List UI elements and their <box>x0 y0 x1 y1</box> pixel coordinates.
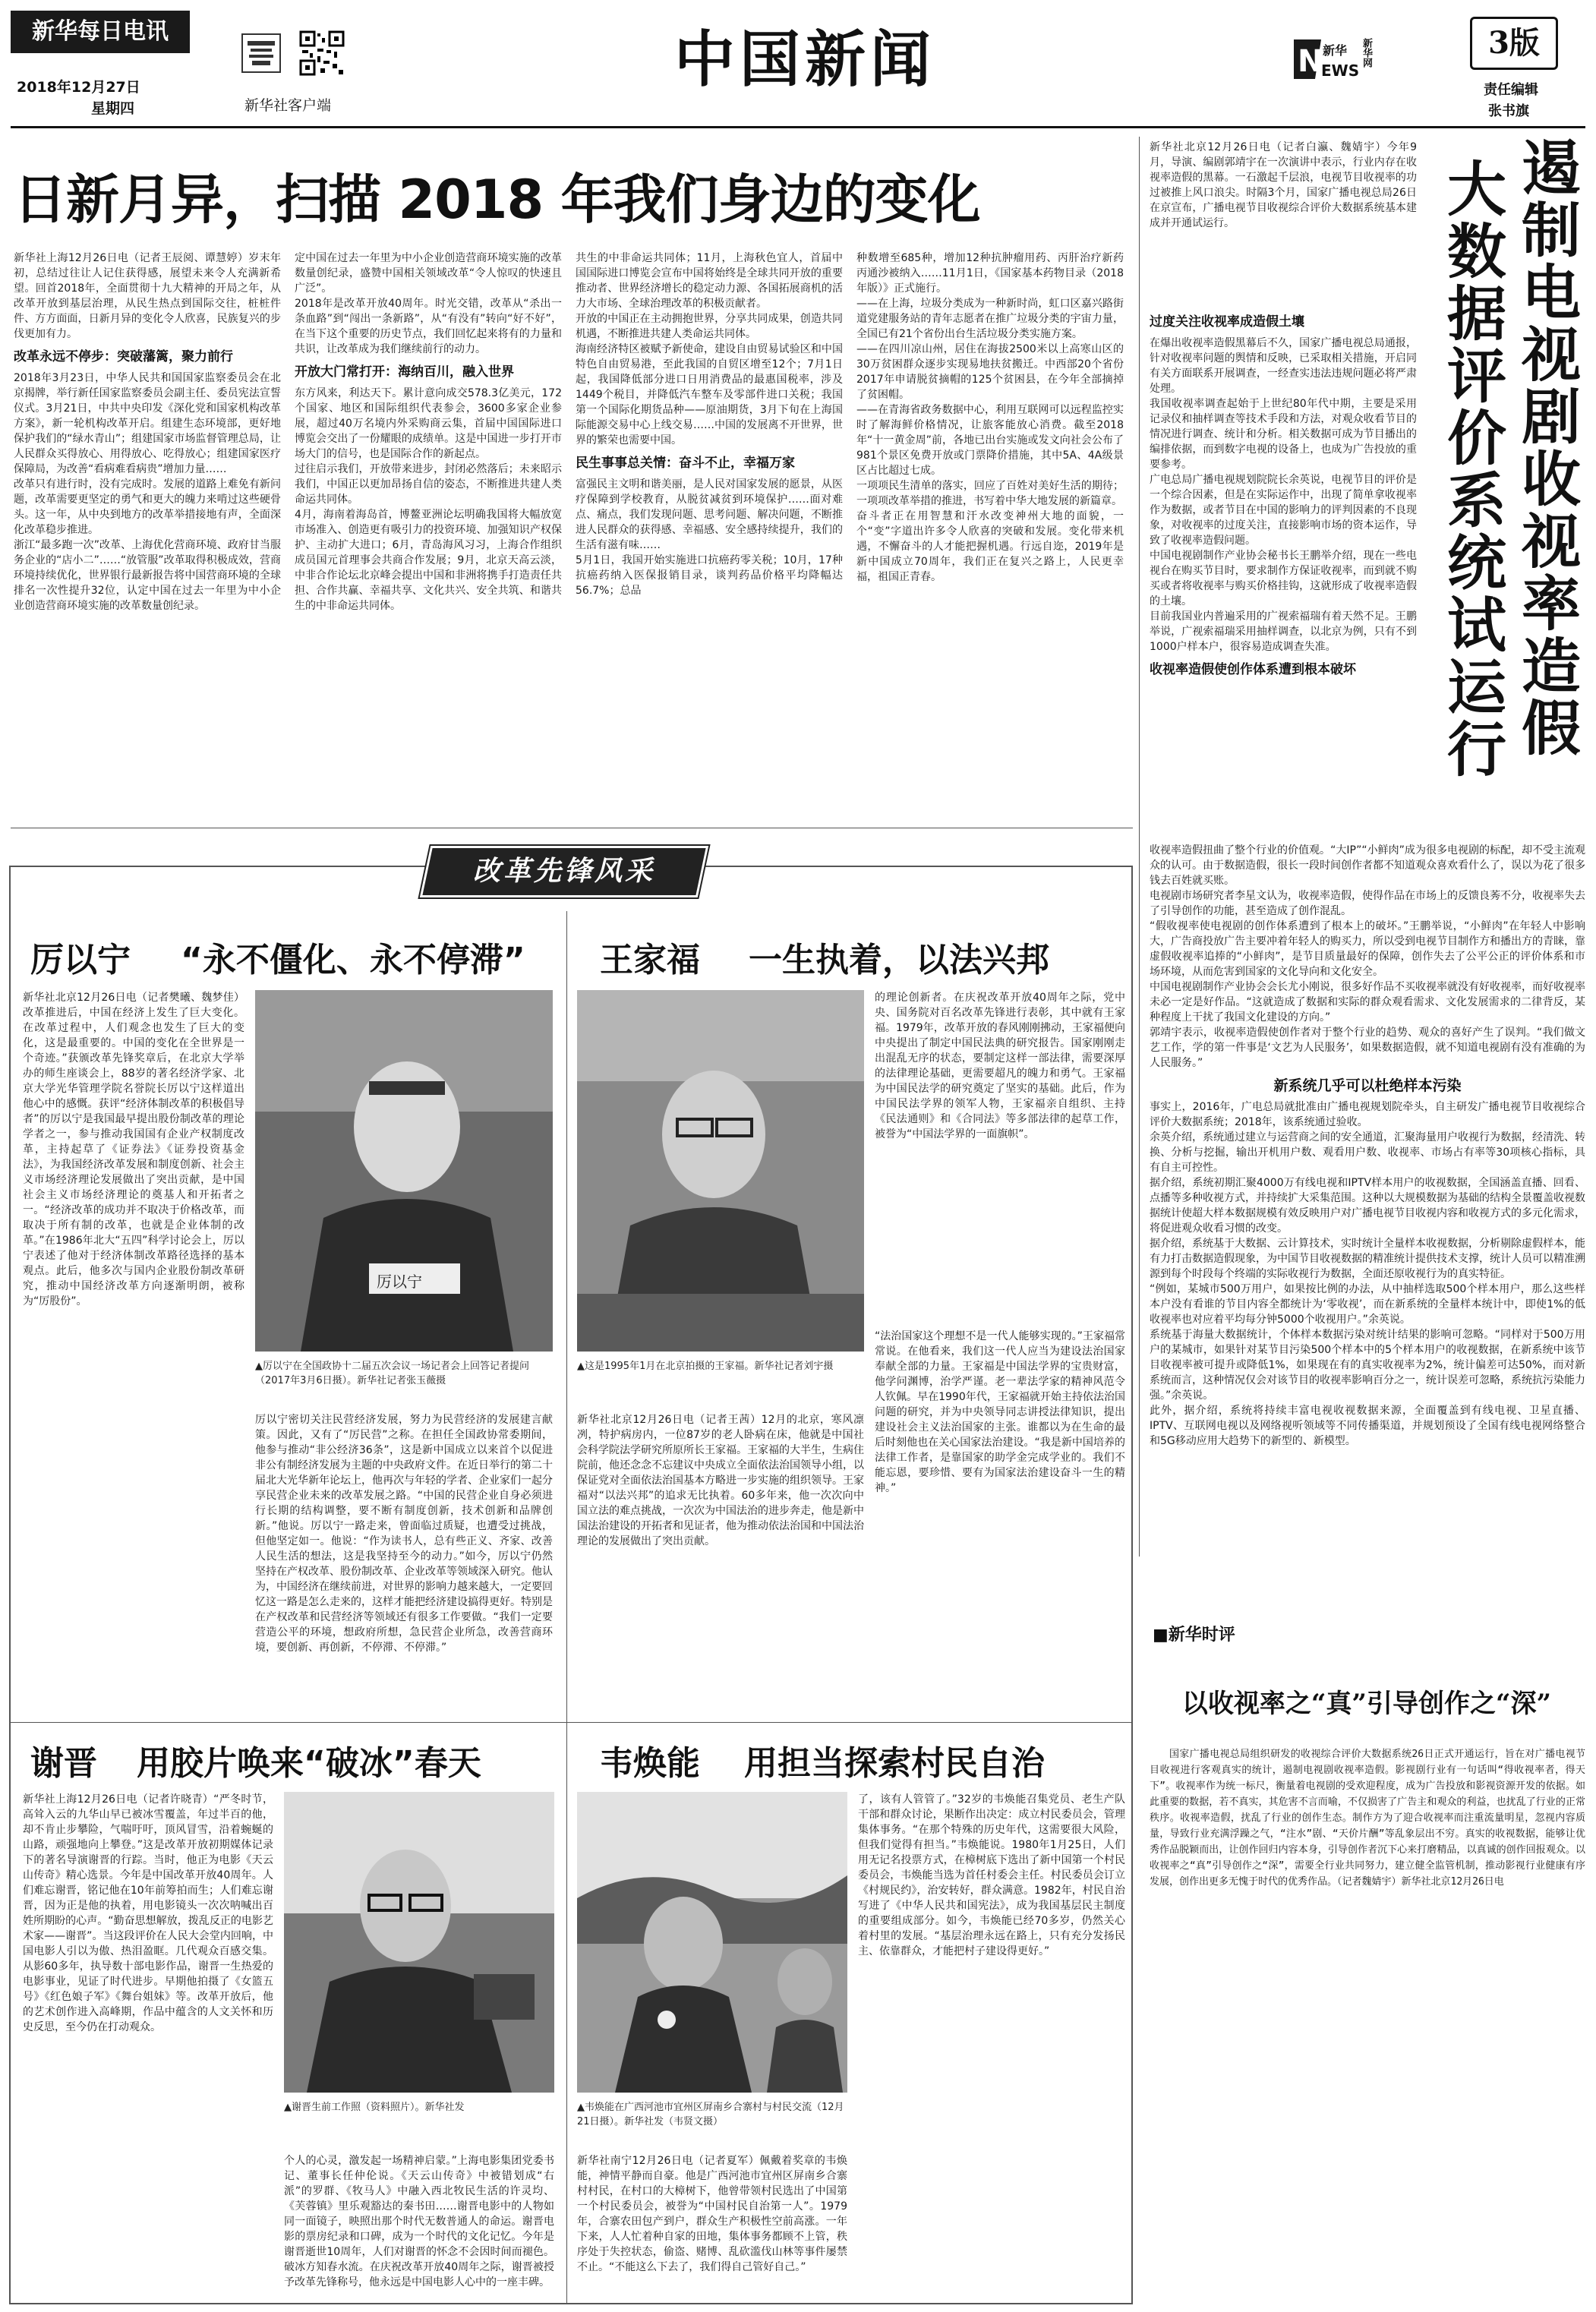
lead-paragraph: 4月，海南着海岛首，博鳌亚洲论坛明确我国将大幅放宽市场准入、创造更有吸引力的投资环境、加强知识产权保护、主动扩大进口；6月，青岛海风习习，上海合作组织成员国元首理事会共商合作发展；9月，北京天高云淡，中非合作论坛北京峰会提出中国和非洲将携手打造责任共担、合作共赢、幸福共享、文化共兴、安全共筑、和谐共生的中非命运共同体。 <box>295 509 562 612</box>
profile-motto: 用担当探索村民自治 <box>744 1744 1045 1783</box>
news-logo-icon <box>1291 33 1359 87</box>
xinhua-logo-icon <box>241 33 281 73</box>
issue-date: 2018年12月27日 <box>17 79 140 96</box>
commentary-tag: ■新华时评 <box>1153 1626 1235 1645</box>
sidebar-paragraph: 据介绍，系统基于大数据、云计算技术，实时统计全量样本收视数据，分析剔除虚假样本，能有力打击数据造假现象，为中国节目收视数据的精准统计提供技术支撑，统计人员可以精准溯源到每个时段每个终端的实际收视行为数据，全面还原收视行为的真实特征。 <box>1150 1238 1585 1280</box>
lead-paragraph: 开放的中国正在主动拥抱世界，分享共同成果，创造共同机遇，不断推进共建人类命运共同体。 <box>576 313 843 340</box>
lead-paragraph: 5月1日，我国开始实施进口抗癌药零关税；10月，17种抗癌药纳入医保报销目录，谈判药品价格平均降幅达56.7%；总品 <box>576 554 843 597</box>
lead-paragraph: ——在青海省政务数据中心，利用互联网可以远程监控实时了解海鲜价格情况，让旅客能放心消费。截至2018年“十一黄金周”前，各地已出台实施或发文向社会公布了981个景区免费开放或门票降价措施，其中5A、4A级景区占比超过七成。 <box>856 404 1124 477</box>
qr-code-icon[interactable] <box>299 30 345 76</box>
sidebar-headline-line2: 大数据评价系统试运行 <box>1437 158 1506 781</box>
editor-label: 责任编辑 <box>1484 82 1538 98</box>
sidebar-paragraph: 收视率造假扭曲了整个行业的价值观。“大IP”“小鲜肉”成为很多电视剧的标配，却不受主流观众的认可。由于数据造假，很长一段时间创作者都不知道观众喜欢看什么了，误以为花了很多钱去百姓就买账。 <box>1150 844 1585 887</box>
sidebar-paragraph: 郭靖宇表示，收视率造假使创作者对于整个行业的趋势、观众的喜好产生了误判。“我们做文艺工作，学的第一件事是‘文艺为人民服务’，如果数据造假，就不知道电视剧有没有准确的为人民服务。” <box>1150 1027 1585 1069</box>
masthead-brand: 新华每日电讯 <box>32 18 169 45</box>
profile-text-col <box>875 1329 1125 1716</box>
svg-text:EWS: EWS <box>1321 62 1359 80</box>
profile-photo <box>284 1792 554 2093</box>
profile-text-col <box>577 2153 847 2298</box>
commentary-headline: 以收视率之“真”引导创作之“深” <box>1181 1689 1552 1719</box>
sidebar-paragraph: 新华社北京12月26日电（记者白瀛、魏婧宇）今年9月，导演、编剧郭靖宇在一次演讲中表示，行业内存在收视率造假的黑幕。一石激起千层浪，电视节目收视率的功过被推上风口浪尖。时隔3个月，国家广播电视总局26日在京宣布，广播电视节目收视综合评价大数据系统基本建成并开通试运行。 <box>1150 141 1417 229</box>
lead-subhead: 民生事事总关情：奋斗不止，幸福万家 <box>576 456 795 471</box>
feature-mid-rule <box>9 1722 1133 1723</box>
sidebar-intro <box>1150 140 1417 307</box>
page-number-box <box>1470 17 1558 70</box>
profile-text-col <box>284 2153 554 2298</box>
sidebar-paragraph: 我国收视率调查起始于上世纪80年代中期，主要是采用记录仪和抽样调查等技术手段和方法，对观众收看节目的情况进行调查、统计和分析。相关数据可成为节目播出的编排依据，而到数字电视的设备上，也成为广告投放的重要参考。 <box>1150 398 1417 471</box>
profile-photo <box>255 990 553 1352</box>
lead-paragraph: 过往启示我们，开放带来进步，封闭必然落后；未来昭示我们，中国正以更加昂扬自信的姿态，不断推进共建人类命运共同体。 <box>295 463 562 506</box>
commentary-body <box>1150 1746 1585 2301</box>
masthead-rule <box>11 126 1585 128</box>
client-label: 新华社客户端 <box>244 97 332 114</box>
sidebar-paragraph: 事实上，2016年，广电总局就批准由广播电视规划院牵头，自主研发广播电视节目收视综合评价大数据系统；2018年，该系统通过验收。 <box>1150 1101 1585 1128</box>
profile-motto: 一生执着，以法兴邦 <box>749 941 1049 979</box>
lead-paragraph: 种数增至685种，增加12种抗肿瘤用药、丙肝治疗新药丙通沙被纳入……11月1日，《国家基本药物目录（2018年版）》正式施行。 <box>856 252 1124 295</box>
profile-caption: ▲这是1995年1月在北京拍摄的王家福。新华社记者刘宇摄 <box>577 1361 834 1372</box>
lead-headline: 日新月异，扫描 2018 年我们身边的变化 <box>14 169 980 231</box>
lead-paragraph: 改革只有进行时，没有完成时。发展的道路上难免有新问题，改革需要更坚定的勇气和更大的魄力来啃过这些硬骨头。这一年，从中央到地方的改革举措接地有声，全面深化改革稳步推进。 <box>14 478 281 536</box>
sidebar-paragraph: 广电总局广播电视规划院院长余英说，电视节目的评价是一个综合因素，但是在实际运作中，出现了简单拿收视率作为数据，或者节目在中国的影响力的评判因素的不良现象，对收视率的过度关注，直接影响市场的资本运作，导致了收视率造假问题。 <box>1150 474 1417 547</box>
profile-photo <box>577 1792 847 2093</box>
profile-name: 王家福 <box>600 941 700 979</box>
profile-photo <box>577 990 864 1352</box>
section-title: 中国新闻 <box>674 24 935 95</box>
commentary-paragraph: 国家广播电视总局组织研发的收视综合评价大数据系统26日正式开通运行，旨在对广播电视节目收视进行客观真实的统计，遏制电视剧收视率造假。影视剧行业有一句话叫“得收视率者，得天下”。收视率作为统一标尺，衡量着电视剧的受欢迎程度，成为广告投放和影视资源开发的依据。如此重要的数据，若不真实，其危害不言而喻，不仅损害了广告主和观众的利益，也扰乱了行业的正常秩序。收视率造假，扰乱了行业的创作生态。制作方为了迎合收视率而注重流量明星，忽视内容质量，导致行业充满浮躁之气，“注水”剧、“天价片酬”等乱象层出不穷。真实的收视数据，能够让优秀作品脱颖而出，让创作回归内容本身，引导创作者沉下心来打磨精品，以真诚的创作回报观众。以收视率之“真”引导创作之“深”，需要全行业共同努力，建立健全监管机制，推动影视行业健康有序发展，创作出更多无愧于时代的优秀作品。（记者魏婧宇）新华社北京12月26日电 <box>1150 1749 1585 1888</box>
sidebar-subhead: 新系统几乎可以杜绝样本污染 <box>1273 1077 1462 1094</box>
sidebar-paragraph: 此外，据介绍，系统将持续丰富电视收视数据来源，全面覆盖到有线电视、卫星直播、IPTV、互联网电视以及网络视听领域等不同传播渠道，并规划预设了全国有线电视网络整合和5G移动应用大趋势下的新型的、新模型。 <box>1150 1405 1585 1447</box>
profile-name: 韦焕能 <box>600 1744 700 1783</box>
sidebar-paragraph: 在爆出收视率造假黑幕后不久，国家广播电视总局通报，针对收视率问题的舆情和反映，已采取相关措施，开启同有关方面联系开展调查，一经查实违法违规问题必将严肃处理。 <box>1150 337 1417 395</box>
sidebar-paragraph: 据介绍，系统初期汇聚4000万有线电视和IPTV样本用户的收视数据，全国涵盖直播、回看、点播等多种收视方式，并持续扩大采集范围。这种以大规模数据为基础的结构全景覆盖收视数据统计使超大样本数据规模有效反映用户对广播电视节目收视内容和收视方式的多元化需求，将促进观众收看习惯的改变。 <box>1150 1177 1585 1235</box>
profile-name: 厉以宁 <box>30 941 131 979</box>
lead-paragraph: 东方风来，利达天下。累计意向成交578.3亿美元，172个国家、地区和国际组织代表参会，3600多家企业参展，超过40万名境内外采购商云集，首届中国国际进口博览会交出了一份耀眼的成绩单。这是中国进一步打开市场大门的信号，也是国际合作的新起点。 <box>295 387 562 460</box>
lead-paragraph: 浙江“最多跑一次”改革、上海优化营商环境、政府甘当服务企业的“店小二”……“放管服”改革取得积极成效，营商环境持续优化，世界银行最新报告将中国营商环境的全球排名一次性提升32位，认定中国在过去一年里为中小企业创造营商环境实施的改革数量创纪录。 <box>14 539 281 612</box>
svg-text:新华: 新华 <box>1323 43 1348 58</box>
profile-text-col <box>875 990 1125 1324</box>
masthead-brand-box <box>11 11 190 53</box>
lead-paragraph: 2018年3月23日，中华人民共和国国家监察委员会在北京揭牌，举行新任国家监察委员会副主任、委员宪法宣誓仪式。3月21日，中共中央印发《深化党和国家机构改革方案》，新一轮机构改革开启。组建生态环境部，更好地保护我们的“绿水青山”；组建国家市场监督管理总局，让人民群众买得放心、用得放心、吃得放心；组建国家医疗保障局，为改善“看病难看病贵”增加力量…… <box>14 372 281 475</box>
issue-weekday: 星期四 <box>91 100 135 117</box>
feature-center-rule <box>566 911 567 2304</box>
lead-paragraph: 2018年是改革开放40周年。时光交错，改革从“杀出一条血路”到“闯出一条新路”，从“有没有”转向“好不好”，在当下这个重要的历史节点，我们回忆起来将有的力量和共识，让改革成为我们继续前行的动力。 <box>295 298 562 355</box>
profile-text-col <box>577 1412 864 1716</box>
profile-caption: ▲厉以宁在全国政协十二届五次会议一场记者会上回答记者提问（2017年3月6日摄）。新华社记者张玉薇摄 <box>255 1361 529 1386</box>
sidebar-divider <box>1139 137 1140 1557</box>
sidebar-paragraph: “例如，某城市500万用户，如果按比例的办法，从中抽样选取500个样本用户，那么这些样本户没有看谁的节目内容全都统计为‘零收视’，而在新系统的全量样本统计中，即使1%的低收视率也对应着平均每分钟5000个收视用户。”余英说。 <box>1150 1283 1585 1326</box>
lead-subhead: 开放大门常打开：海纳百川，融入世界 <box>295 364 514 380</box>
editor-name: 张书旗 <box>1488 103 1529 119</box>
profile-motto: 用胶片唤来“破冰”春天 <box>137 1744 481 1783</box>
profile-paragraph: 新华社上海12月26日电（记者许晓青）“严冬时节，高耸入云的九华山早已被冰雪覆盖，年过半百的他，却不肯止步攀险，气喘吁吁，顶风冒雪，沿着蜿蜒的山路，顽强地向上攀登。”这是改革开放初期媒体记录下的著名导演谢晋的行踪。当时，他正为电影《天云山传奇》精心选景。今年是中国改革开放40周年。人们难忘谢晋，铭记他在10年前筹拍而生；人们难忘谢晋，因为正是他的执着，用电影镜头一次次呐喊出百姓所期盼的心声。“勤奋思想解放，拨乱反正的电影艺术家——谢晋”。当这段评价在人民大会堂内回响，中国电影人引以为傲、热泪盈眶。几代观众百感交集。从影60多年，执导数十部电影作品，谢晋一生热爱的电影事业，见证了时代进步。早期他拍摄了《女篮五号》《红色娘子军》《舞台姐妹》等。改革开放后，他的艺术创作进入高峰期，作品中蕴含的人文关怀和历史反思，至今仍在打动观众。 <box>23 1793 273 2033</box>
lead-paragraph: ——在上海，垃圾分类成为一种新时尚，虹口区嘉兴路街道党建服务站的青年志愿者在推广垃圾分类的宇宙力量，全国已有21个省份出台生活垃圾分类实施方案。 <box>856 298 1124 340</box>
profile-name: 谢晋 <box>30 1744 97 1783</box>
profile-motto: “永不僵化、永不停滞” <box>181 941 525 979</box>
sidebar-subhead: 收视率造假使创作体系遭到根本破坏 <box>1150 662 1356 677</box>
sidebar-paragraph: 系统基于海量大数据统计，个体样本数据污染对统计结果的影响可忽略。“同样对于500万用户的某城市，如果针对某节目污染500个样本中的5个样本用户的收视数据，在新系统中该节目收视率被可提升或降低1%，如果现在有的真实收视率为2%，统计偏差可达50%，而对新系统而言，这种情况仅会对该节目的收视率影响百分之一，统计误差可忽略，系统抗污染能力强。”余英说。 <box>1150 1329 1585 1402</box>
lead-paragraph: 海南经济特区被赋予新使命，建设自由贸易试验区和中国特色自由贸易港，至此我国的自贸区增至12个；7月1日起，我国降低部分进口日用消费品的最惠国税率，涉及1449个税目，并降低汽车整车及零部件进口关税；我国第一个国际化期货品种——原油期货，3月下旬在上海国际能源交易中心上线交易……中国的发展离不开世界，世界的繁荣也需要中国。 <box>576 343 843 446</box>
lead-paragraph: 定中国在过去一年里为中小企业创造营商环境实施的改革数量创纪录，盛赞中国相关领域改革“令人惊叹的快速且广泛”。 <box>295 252 562 295</box>
profile-paragraph: 厉以宁密切关注民营经济发展，努力为民营经济的发展建言献策。因此，又有了“厉民营”之称。在担任全国政协常委期间，他参与推动“非公经济36条”，这是新中国成立以来首个以促进非公有制经济发展为主题的中央政府文件。在近日举行的第二十届北大光华新年论坛上，他再次与年轻的学者、企业家们一起分享民营企业未来的改革发展之路。“中国的民营企业自身必须进行长期的结构调整，要不断有制度创新，技术创新和品牌创新。”他说。厉以宁一路走来，曾面临过质疑，也遭受过挑战，但他坚定如一。他说：“作为读书人，总有些正义、齐家、改善人民生活的想法，这是我坚持至今的动力。”如今，厉以宁仍然坚持在产权改革、股份制改革、企业改革等领域深入研究。他认为，中国经济在继续前进，对世界的影响力越来越大，一定要回忆这一路是怎么走来的，这样才能把经济建设搞得更好。特别是在产权改革和民营经济等领域还有很多工作要做。“我们一定要营造公平的环境，想政府所想，急民营企业所急，改善营商环境，要创新、再创新，不停滞、不停滞。” <box>255 1414 553 1654</box>
sidebar-paragraph: 余英介绍，系统通过建立与运营商之间的安全通道，汇聚海量用户收视行为数据，经清洗、转换、分析与挖掘，输出开机用户数、观看用户数、收视率、市场占有率等30项核心指标，具有自主可控性。 <box>1150 1131 1585 1174</box>
profile-paragraph: 了，该有人管管了。”32岁的韦焕能召集党员、老生产队干部和群众讨论，果断作出决定：成立村民委员会，管理集体事务。“在那个特殊的历史年代，这需要很大风险，但我们觉得有担当。”韦焕能说。1980年1月25日，人们用无记名投票方式，在樟树底下选出了新中国第一个村民委员会，韦焕能当选为首任村委会主任。村民委员会订立《村规民约》，治安转好，群众满意。1982年，村民自治写进了《中华人民共和国宪法》，成为我国基层民主制度的重要组成部分。如今，韦焕能已经70多岁，仍然关心着村里的发展。“基层治理永远在路上，只有充分发扬民主、依靠群众，才能把村子建设得更好。” <box>858 1793 1125 1957</box>
sidebar-paragraph: “假收视率使电视剧的创作体系遭到了根本上的破坏。”王鹏举说，“小鲜肉”在年轻人中影响大，广告商投放广告主要冲着年轻人的购买力，所以受到电视节目制作方和播出方的青睐，靠虚假收视率追捧的“小鲜肉”，是节目质量最好的保障，创作失去了公平公正的评价体系和市场环境，从而危害到国家的文化导向和文化安全。 <box>1150 920 1585 978</box>
lead-paragraph: 共生的中非命运共同体；11月，上海秋色宜人，首届中国国际进口博览会宣布中国将始终是全球共同开放的重要推动者、世界经济增长的稳定动力源、各国拓展商机的活力大市场、全球治理改革的积极贡献者。 <box>576 252 843 310</box>
sidebar-paragraph: 电视剧市场研究者李星文认为，收视率造假，使得作品在市场上的反馈良莠不分，收视率失去了引导创作的功能，甚至造成了创作混乱。 <box>1150 890 1585 917</box>
sidebar-paragraph: 中国电视剧制作产业协会秘书长王鹏举介绍，现在一些电视台在购买节目时，要求制作方保证收视率，而到就不购买或者将收视率与购买价格挂钩，这就形成了收视率造假的土壤。 <box>1150 550 1417 607</box>
logo-label: 新华网 <box>1361 38 1372 68</box>
lead-paragraph: 一项项民生清单的落实，回应了百姓对美好生活的期待；一项项改革举措的推进，书写着中华大地发展的新篇章。 <box>856 480 1124 507</box>
sidebar-paragraph: 目前我国业内普遍采用的广视索福瑞有着天然不足。王鹏举说，广视索福瑞采用抽样调查，以北京为例，只有不到1000户样本户，很容易造成调查失准。 <box>1150 610 1417 653</box>
profile-paragraph: 个人的心灵，激发起一场精神启蒙。”上海电影集团党委书记、董事长任仲伦说。《天云山传奇》中被错划成“右派”的罗群、《牧马人》中融入西北牧民生活的许灵均、《芙蓉镇》里乐观豁达的秦书田……谢晋电影中的人物如同一面镜子，映照出那个时代无数普通人的命运。谢晋电影的票房纪录和口碑，成为一个时代的文化记忆。今年是谢晋逝世10周年，人们对谢晋的怀念不会因时间而褪色。破冰方知春水流。在庆祝改革开放40周年之际，谢晋被授予改革先锋称号，他永远是中国电影人心中的一座丰碑。 <box>284 2155 554 2288</box>
lead-col-2 <box>295 251 562 812</box>
profile-text-col <box>255 1412 553 1716</box>
profile-caption: ▲韦焕能在广西河池市宜州区屏南乡合寨村与村民交流（12月21日摄）。新华社发（韦贤文摄） <box>577 2102 844 2127</box>
profile-paragraph: 新华社北京12月26日电（记者王茜）12月的北京，寒风凛冽，特护病房内，一位87岁的老人卧病在床，他就是中国社会科学院法学研究所原所长王家福。王家福的大半生，生病住院前，他还念念不忘建议中央成立全面依法治国领导小组，以保证党对全面依法治国基本方略进一步实施的组织领导。王家福对“以法兴邦”的追求无比执着。60多年来，他一次次向中国立法的难点挑战，一次次为中国法治的进步奔走，他是新中国法治建设的开拓者和见证者，他为推动依法治国和中国法治理论的发展做出了突出贡献。 <box>577 1414 864 1547</box>
lead-col-1 <box>14 251 281 812</box>
nameplate: 厉以宁 <box>377 1273 422 1291</box>
lead-paragraph: ——在四川凉山州，居住在海拔2500米以上高寒山区的30万贫困群众逐步实现易地扶贫搬迁。中西部20个省份2017年申请脱贫摘帽的125个贫困县，在今年全部摘掉了贫困帽。 <box>856 343 1124 401</box>
page-number: 3版 <box>1488 25 1540 61</box>
feature-banner-text: 改革先锋风采 <box>472 856 655 887</box>
profile-paragraph: 新华社南宁12月26日电（记者夏军）佩戴着奖章的韦焕能，神情平静而自豪。他是广西河池市宜州区屏南乡合寨村村民，在村口的大樟树下，他曾带领村民选出了中国第一个村民委员会，被誉为“中国村民自治第一人”。1979年，合寨农田包产到户，群众生产积极性空前高涨。一年下来，人人忙着种自家的田地，集体事务都顾不上管，秩序处于失控状态，偷盗、赌博、乱砍滥伐山林等事件屡禁不止。“不能这么下去了，我们得自己管好自己。” <box>577 2155 847 2273</box>
sidebar-paragraph: 中国电视剧制作产业协会会长尤小刚说，很多好作品不买收视率就没有好收视率，而好收视率未必一定是好作品。“这就造成了数据和实际的群众观看需求、文化发展需求的二律背反，某种程度上干扰了我国文化建设的方向。” <box>1150 981 1585 1024</box>
sidebar-col-a <box>1150 307 1417 800</box>
lead-paragraph: 新华社上海12月26日电（记者王辰阅、谭慧婷）岁末年初，总结过往让人记住获得感，展望未来令人充满新希望。回首2018年，全面贯彻十九大精神的开局之年，从改革开放到基层治理，从民生热点到国际交往，桩桩件件、方方面面，日新月异的变化令人欣喜，民族复兴的步伐更加有力。 <box>14 252 281 340</box>
lead-col-4 <box>856 251 1124 812</box>
lead-subhead: 改革永远不停步：突破藩篱，聚力前行 <box>14 349 233 364</box>
profile-paragraph: 的理论创新者。在庆祝改革开放40周年之际，党中央、国务院对百名改革先锋进行表彰，其中就有王家福。1979年，改革开放的春风刚刚拂动，王家福便向中央提出了制定中国民法典的研究报告。国家刚刚走出混乱无序的状态，要制定这样一部法律，需要深厚的法律理论基础，更需要超凡的魄力和勇气。王家福为中国民法学的研究奠定了坚实的基础。此后，作为中国民法学界的领军人物，王家福亲自组织、主持《民法通则》和《合同法》等多部法律的起草工作，被誉为“中国法学界的一面旗帜”。 <box>875 992 1125 1140</box>
svg-text:N: N <box>1298 44 1323 79</box>
sidebar-col-b <box>1150 843 1585 1557</box>
profile-text-col <box>23 1792 273 2297</box>
sidebar-headline-line1: 遏制电视剧收视率造假 <box>1512 137 1580 759</box>
profile-text-col <box>858 1792 1125 2297</box>
profile-paragraph: “法治国家这个理想不是一代人能够实现的。”王家福常常说。在他看来，我们这一代人应当为建设法治国家奉献全部的力量。王家福是中国法学界的宝贵财富，他学问渊博，治学严谨。老一辈法学家的精神风范令人钦佩。早在1990年代，王家福就开始主持依法治国问题的研究，并为中央领导同志讲授法律知识，提出建设社会主义法治国家的主张。谁都以为在生命的最后时刻他也在关心国家法治建设。“我是新中国培养的法律工作者，是靠国家的助学金完成学业的。我们不能忘恩，要珍惜、要有为国家法治建设奋斗一生的精神。” <box>875 1330 1125 1494</box>
lead-paragraph: 奋斗者正在用智慧和汗水改变神州大地的面貌，一个“变”字道出许多令人欣喜的突破和发展。变化带来机遇，不懈奋斗的人才能把握机遇。行远自迩，2019年是新中国成立70周年，我们正在复兴之路上，人民更幸福，祖国正青春。 <box>856 510 1124 583</box>
lead-paragraph: 富强民主文明和谐美丽，是人民对国家发展的愿景，从医疗保障到学校教育，从脱贫减贫到环境保护……面对难点、痛点，我们发现问题、思考问题、解决问题，不断推进人民群众的获得感、幸福感、安全感持续提升，我们的生活有滋有味…… <box>576 478 843 551</box>
feature-banner <box>420 846 708 897</box>
lead-col-3 <box>576 251 843 812</box>
profile-paragraph: 新华社北京12月26日电（记者樊曦、魏梦佳）改革推进后，中国在经济上发生了巨大变化。在改革过程中，人们观念也发生了巨大的变化，这是最重要的。中国的变化在全世界是一个奇迹。”获颁改革先锋奖章后，在北京大学举办的师生座谈会上，88岁的著名经济学家、北京大学光华管理学院名誉院长厉以宁这样道出他心中的感慨。获评“经济体制改革的积极倡导者”的厉以宁是我国最早提出股份制改革的理论学者之一，参与推动我国国有企业产权制度改革，主持起草了《证券法》《证券投资基金法》，为我国经济改革发展和制度创新、社会主义市场经济理论发展做出了突出贡献，是中国社会主义市场经济理论的奠基人和开拓者之一。“经济改革的成功并不取决于价格改革，而取决于所有制的改革，也就是企业体制的改革。”在1986年北大“五四”科学讨论会上，厉以宁表述了他对于经济体制改革路径选择的基本观点。此后，他多次与国内企业股份制改革研究，推动中国经济改革方向逐渐明朗，被称为“厉股份”。 <box>23 992 244 1307</box>
profile-text-col <box>23 990 244 1514</box>
profile-text-col <box>23 1519 244 1520</box>
profile-caption: ▲谢晋生前工作照（资料照片）。新华社发 <box>284 2102 465 2113</box>
sidebar-subhead: 过度关注收视率成造假土壤 <box>1150 314 1304 330</box>
